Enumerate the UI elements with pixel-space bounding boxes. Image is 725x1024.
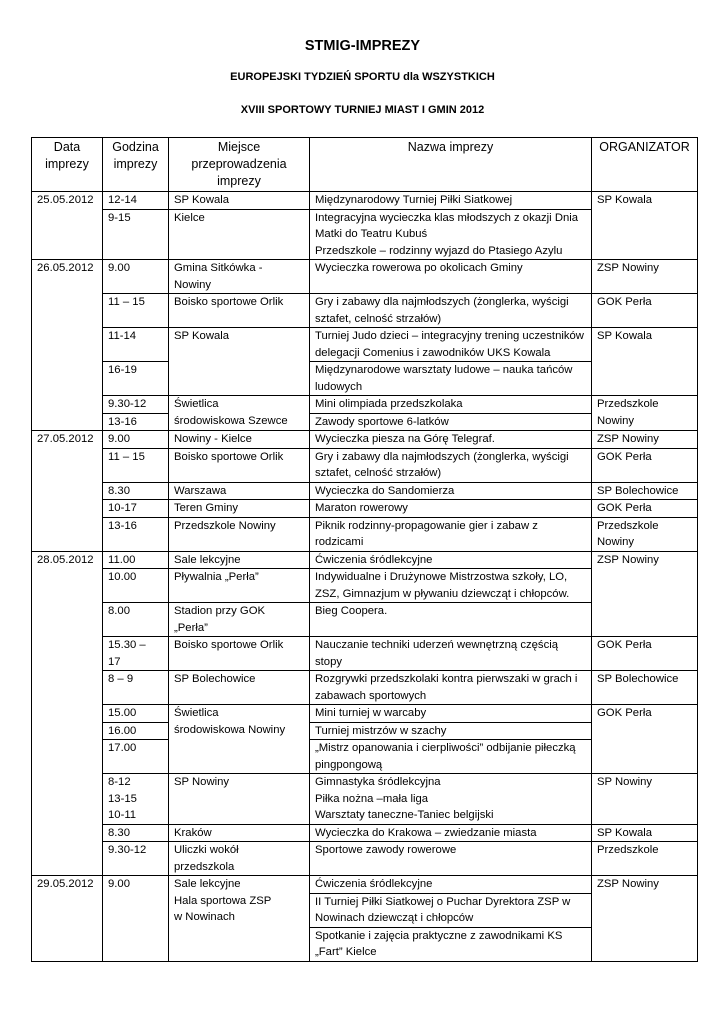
place-cell: Teren Gminy: [169, 500, 310, 518]
place-cell: Boisko sportowe Orlik: [169, 448, 310, 482]
date-cell: 29.05.2012: [32, 876, 103, 962]
table-row: [32, 517, 698, 551]
place-cell: Pływalnia „Perła”: [169, 569, 310, 603]
table-row: [32, 637, 698, 671]
organizer-cell: Przedszkole: [592, 842, 698, 876]
col-header-date: Data imprezy: [32, 138, 103, 192]
table-row: [32, 774, 698, 825]
event-cell: Wycieczka piesza na Górę Telegraf.: [310, 431, 592, 449]
place-cell: Boisko sportowe Orlik: [169, 294, 310, 328]
place-cell: SP Kowala: [169, 192, 310, 210]
event-cell: Turniej Judo dzieci – integracyjny trening uczestników delegacji Comenius i zawodników UKS Kowala: [310, 328, 592, 362]
time-cell: 10-17: [103, 500, 169, 518]
place-cell: Sale lekcyjne: [169, 551, 310, 569]
table-row: [32, 192, 698, 210]
events-table: [31, 137, 698, 962]
event-cell: Turniej mistrzów w szachy: [310, 722, 592, 740]
time-cell: 9.30-12: [103, 842, 169, 876]
place-cell: Kraków: [169, 824, 310, 842]
time-cell: 16.00: [103, 722, 169, 740]
table-row: [32, 876, 698, 894]
place-cell: Gmina Sitkówka - Nowiny: [169, 260, 310, 294]
place-cell: Stadion przy GOK „Perła”: [169, 603, 310, 637]
document-subtitle: EUROPEJSKI TYDZIEŃ SPORTU dla WSZYSTKICH: [230, 71, 495, 83]
event-cell: Maraton rowerowy: [310, 500, 592, 518]
organizer-cell: GOK Perła: [592, 500, 698, 518]
organizer-cell: GOK Perła: [592, 448, 698, 482]
event-cell: Indywidualne i Drużynowe Mistrzostwa szkoły, LO, ZSZ, Gimnazjum w pływaniu dziewcząt i chłopców.: [310, 569, 592, 603]
event-cell: Mini olimpiada przedszkolaka: [310, 396, 592, 414]
event-cell: Międzynarodowe warsztaty ludowe – nauka tańców ludowych: [310, 362, 592, 396]
organizer-cell: GOK Perła: [592, 637, 698, 671]
time-cell: 9.00: [103, 876, 169, 962]
time-cell: 13-16: [103, 517, 169, 551]
event-cell: Ćwiczenia śródlekcyjne: [310, 876, 592, 894]
place-cell: Sale lekcyjne Hala sportowa ZSP w Nowinach: [169, 876, 310, 962]
time-cell: 8 – 9: [103, 671, 169, 705]
event-cell: Spotkanie i zajęcia praktyczne z zawodnikami KS „Fart” Kielce: [310, 927, 592, 961]
time-cell: 9-15: [103, 209, 169, 260]
place-cell: SP Nowiny: [169, 774, 310, 825]
event-cell: Bieg Coopera.: [310, 603, 592, 637]
place-cell: Przedszkole Nowiny: [169, 517, 310, 551]
time-cell: 8.30: [103, 482, 169, 500]
place-cell: SP Kowala: [169, 328, 310, 396]
table-row: [32, 482, 698, 500]
event-cell: Międzynarodowy Turniej Piłki Siatkowej: [310, 192, 592, 210]
organizer-cell: Przedszkole Nowiny: [592, 396, 698, 431]
organizer-cell: Przedszkole Nowiny: [592, 517, 698, 551]
table-row: [32, 328, 698, 362]
organizer-cell: SP Kowala: [592, 824, 698, 842]
table-row: [32, 671, 698, 705]
organizer-cell: SP Bolechowice: [592, 482, 698, 500]
time-cell: 9.00: [103, 431, 169, 449]
place-cell: Świetlica środowiskowa Nowiny: [169, 705, 310, 774]
col-header-time: Godzina imprezy: [103, 138, 169, 192]
table-row: [32, 551, 698, 569]
organizer-cell: SP Bolechowice: [592, 671, 698, 705]
document-title: STMIG-IMPREZY: [304, 38, 421, 54]
event-cell: Wycieczka rowerowa po okolicach Gminy: [310, 260, 592, 294]
time-cell: 11 – 15: [103, 294, 169, 328]
event-cell: Gry i zabawy dla najmłodszych (żonglerka, wyścigi sztafet, celność strzałów): [310, 294, 592, 328]
place-cell: Uliczki wokół przedszkola: [169, 842, 310, 876]
time-cell: 13-16: [103, 413, 169, 431]
col-header-place: Miejsce przeprowadzenia imprezy: [169, 138, 310, 192]
event-cell: Mini turniej w warcaby: [310, 705, 592, 723]
event-cell: Wycieczka do Sandomierza: [310, 482, 592, 500]
event-cell: II Turniej Piłki Siatkowej o Puchar Dyrektora ZSP w Nowinach dziewcząt i chłopców: [310, 893, 592, 927]
event-cell: Integracyjna wycieczka klas młodszych z okazji Dnia Matki do Teatru Kubuś Przedszkole – rodzinny wyjazd do Ptasiego Azylu: [310, 209, 592, 260]
time-cell: 9.00: [103, 260, 169, 294]
event-cell: Zawody sportowe 6-latków: [310, 413, 592, 431]
time-cell: 15.30 – 17: [103, 637, 169, 671]
time-cell: 9.30-12: [103, 396, 169, 414]
col-header-organizer: ORGANIZATOR: [592, 138, 698, 192]
time-cell: 8.00: [103, 603, 169, 637]
date-cell: 26.05.2012: [32, 260, 103, 431]
table-header-row: [32, 138, 698, 192]
time-cell: 12-14: [103, 192, 169, 210]
table-row: [32, 824, 698, 842]
organizer-cell: SP Kowala: [592, 192, 698, 260]
event-cell: „Mistrz opanowania i cierpliwości” odbijanie piłeczką pingpongową: [310, 740, 592, 774]
table-row: [32, 448, 698, 482]
time-cell: 8-12 13-15 10-11: [103, 774, 169, 825]
date-cell: 28.05.2012: [32, 551, 103, 876]
time-cell: 17.00: [103, 740, 169, 774]
organizer-cell: GOK Perła: [592, 705, 698, 774]
event-cell: Wycieczka do Krakowa – zwiedzanie miasta: [310, 824, 592, 842]
place-cell: Boisko sportowe Orlik: [169, 637, 310, 671]
organizer-cell: ZSP Nowiny: [592, 876, 698, 962]
table-row: [32, 705, 698, 723]
organizer-cell: SP Kowala: [592, 328, 698, 396]
place-cell: Nowiny - Kielce: [169, 431, 310, 449]
organizer-cell: ZSP Nowiny: [592, 260, 698, 294]
table-row: [32, 431, 698, 449]
event-cell: Ćwiczenia śródlekcyjne: [310, 551, 592, 569]
table-row: [32, 260, 698, 294]
date-cell: 27.05.2012: [32, 431, 103, 552]
place-cell: SP Bolechowice: [169, 671, 310, 705]
place-cell: Warszawa: [169, 482, 310, 500]
col-header-event: Nazwa imprezy: [310, 138, 592, 192]
time-cell: 11-14: [103, 328, 169, 362]
event-cell: Rozgrywki przedszkolaki kontra pierwszaki w grach i zabawach sportowych: [310, 671, 592, 705]
date-cell: 25.05.2012: [32, 192, 103, 260]
time-cell: 8.30: [103, 824, 169, 842]
place-cell: Kielce: [169, 209, 310, 260]
organizer-cell: GOK Perła: [592, 294, 698, 328]
time-cell: 15.00: [103, 705, 169, 723]
event-cell: Sportowe zawody rowerowe: [310, 842, 592, 876]
table-row: [32, 842, 698, 876]
event-cell: Nauczanie techniki uderzeń wewnętrzną częścią stopy: [310, 637, 592, 671]
time-cell: 16-19: [103, 362, 169, 396]
time-cell: 11 – 15: [103, 448, 169, 482]
place-cell: Świetlica środowiskowa Szewce: [169, 396, 310, 431]
table-row: [32, 500, 698, 518]
event-cell: Piknik rodzinny-propagowanie gier i zabaw z rodzicami: [310, 517, 592, 551]
time-cell: 10.00: [103, 569, 169, 603]
time-cell: 11.00: [103, 551, 169, 569]
organizer-cell: ZSP Nowiny: [592, 431, 698, 449]
event-cell: Gry i zabawy dla najmłodszych (żonglerka, wyścigi sztafet, celność strzałów): [310, 448, 592, 482]
document-subtitle-2: XVIII SPORTOWY TURNIEJ MIAST I GMIN 2012: [240, 104, 485, 116]
organizer-cell: SP Nowiny: [592, 774, 698, 825]
organizer-cell: ZSP Nowiny: [592, 551, 698, 637]
table-row: [32, 294, 698, 328]
event-cell: Gimnastyka śródlekcyjna Piłka nożna –mała liga Warsztaty taneczne-Taniec belgijski: [310, 774, 592, 825]
table-row: [32, 396, 698, 414]
